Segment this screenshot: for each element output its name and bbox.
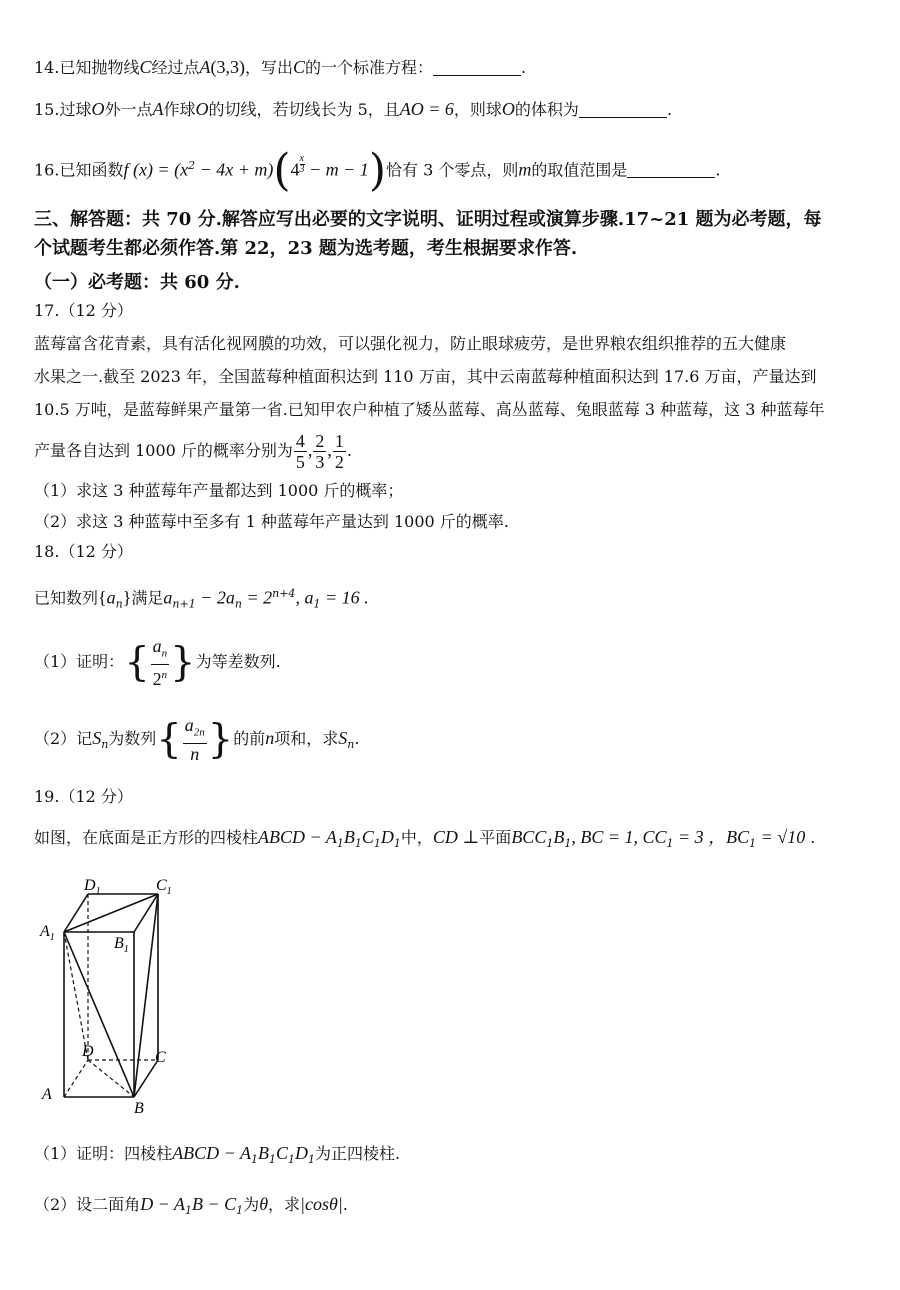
hidden-edge-a1d [64,932,88,1060]
q17-para: 水果之一.截至 2023 年，全国蓝莓种植面积达到 110 万亩，其中云南蓝莓种植面积达到 17.6 万亩，产量达到 [34,367,817,386]
q17-para: 10.5 万吨，是蓝莓鲜果产量第一省.已知甲农户种植了矮丛蓝莓、高丛蓝莓、兔眼蓝莓 3 种蓝莓，这 3 种蓝莓年 [34,400,825,419]
fraction: $\frac{2}{3}$ [315,431,325,472]
q19-stem: 如图，在底面是正方形的四棱柱ABCD − $A_1B_1C_1D_1$中，CD ⊥平面$BCC_1B_1$, BC = 1, $CC_1 = 3$ ，$BC_1 = √10$ . [34,827,816,851]
label-c1: $C_1$ [156,877,172,897]
q18-stem: 已知数列$\{a_n\}$满足$a_{n+1} - 2a_n = 2^{n+4}$, $a_1 = 16$ . [34,587,369,611]
q19-head: 19.（12 分） [34,787,133,806]
q19-sub1: （1）证明：四棱柱ABCD − $A_1B_1C_1D_1$为正四棱柱. [34,1143,401,1167]
left-paren: ( [273,144,291,196]
q18-head: 18.（12 分） [34,542,133,561]
prism-figure [30,870,200,1120]
q16-line: 16.已知函数f $(x) = (x^2 - 4x + m)(4$ $\frac{x}{3}$ − m − 1)恰有 3 个零点，则m的取值范围是 . [34,144,721,196]
label-a: A [42,1086,52,1103]
section-3-title: 三、解答题：共 70 分.解答应写出必要的文字说明、证明过程或演算步骤.17~21 题为必考题，每 [34,209,822,230]
label-b: B [134,1100,144,1117]
q17-sub2: （2）求这 3 种蓝莓中至多有 1 种蓝莓年产量达到 1000 斤的概率. [34,512,509,531]
label-a1: $A_1$ [40,923,55,943]
hidden-edge-db [88,1060,134,1097]
edge-a1b [64,932,134,1097]
label-d1: $D_1$ [84,877,101,897]
fraction: $\frac{4}{5}$ [295,431,305,472]
exponent-fraction: $\frac{x}{3}$ [299,153,305,176]
answer-blank[interactable] [433,61,521,76]
answer-blank[interactable] [627,163,715,178]
right-paren: ) [368,144,386,196]
q18-sub1: （1）证明：{ $\frac{a_n}{2^n}$ }为等差数列. [34,636,281,689]
section-3-subtitle: （一）必考题：共 60 分. [34,272,240,293]
q14-line: 14.已知抛物线C经过点A(3,3)，写出C的一个标准方程： . [34,57,527,77]
q18-sub2: （2）记$S_n$为数列{ $\frac{a_{2n}}{n}$ }的前n项和，求$S_n$. [34,715,360,764]
fraction: $\frac{1}{2}$ [334,431,344,472]
section-3-title-2: 个试题考生都必须作答.第 22，23 题为选考题，考生根据要求作答. [34,238,578,259]
q17-para: 产量各自达到 1000 斤的概率分别为 $\frac{4}{5}$ , $\frac{2}{3}$ , $\frac{1}{2}$ . [34,431,352,472]
answer-blank[interactable] [579,103,667,118]
fraction: $\frac{a_{2n}}{n}$ [184,715,205,764]
q19-sub2: （2）设二面角$D - A_1B - C_1$为θ，求|cosθ|. [34,1194,348,1218]
label-c: C [155,1049,166,1066]
label-b1: $B_1$ [114,935,129,955]
edge-a1c1 [64,894,158,932]
q15-line: 15.过球O外一点A作球O的切线，若切线长为 5，且AO = 6，则球O的体积为 . [34,99,673,119]
fraction: $\frac{a_n}{2^n}$ [152,636,168,689]
q17-head: 17.（12 分） [34,301,133,320]
q17-sub1: （1）求这 3 种蓝莓年产量都达到 1000 斤的概率； [34,481,404,500]
label-d: D [82,1043,94,1060]
hidden-edge-ad [64,1060,88,1097]
q17-para: 蓝莓富含花青素，具有活化视网膜的功效，可以强化视力，防止眼球疲劳，是世界粮农组织推荐的五大健康 [34,334,787,353]
